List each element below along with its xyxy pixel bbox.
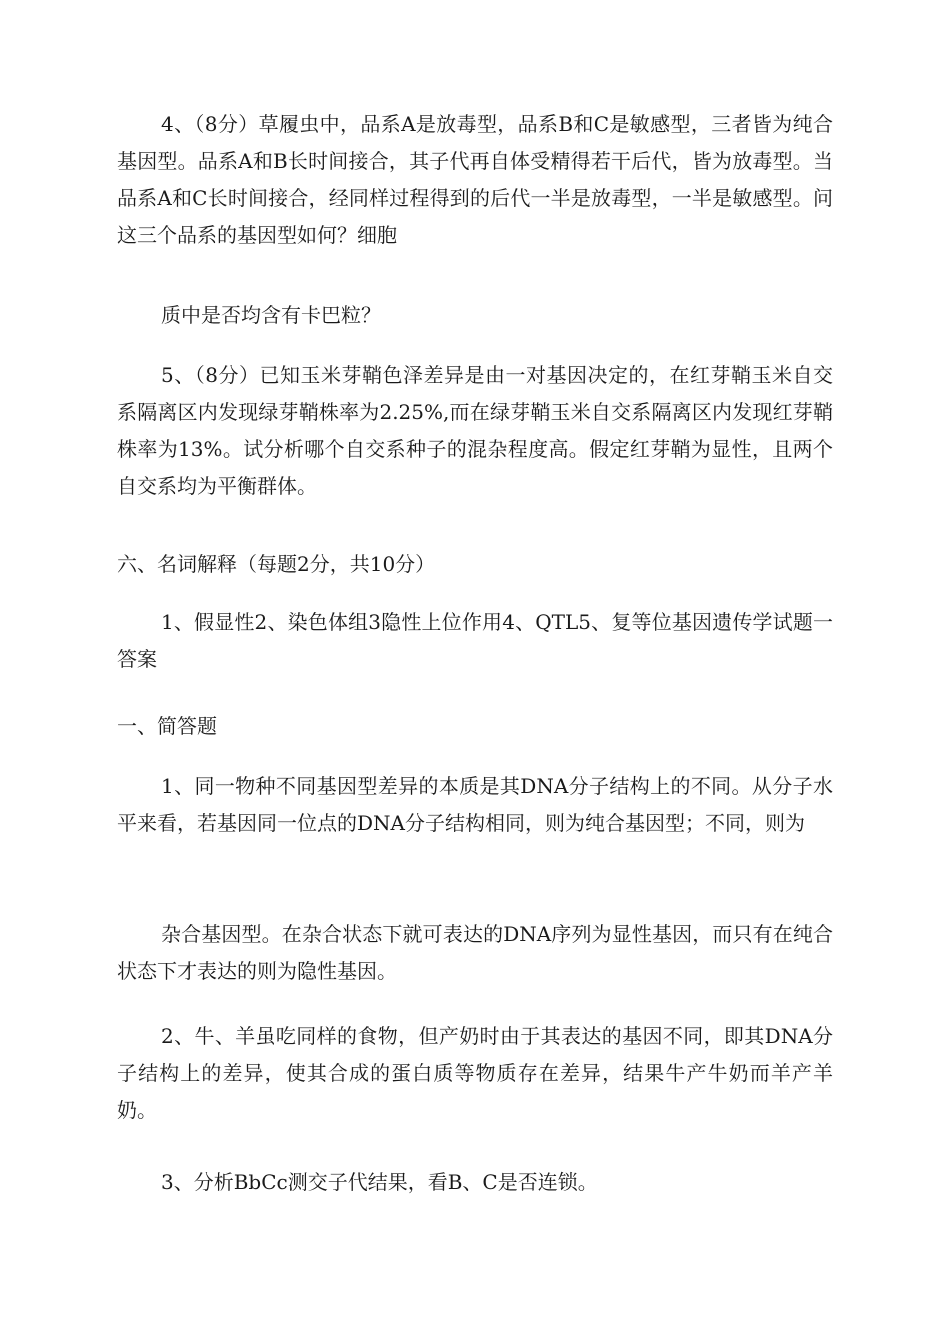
- answer-1-paragraph: 1、同一物种不同基因型差异的本质是其DNA分子结构上的不同。从分子水平来看，若基因同一位点的DNA分子结构相同，则为纯合基因型；不同，则为: [117, 774, 833, 835]
- section-6-heading: 六、名词解释（每题2分，共10分）: [117, 552, 436, 576]
- answer-1-continuation: 杂合基因型。在杂合状态下就可表达的DNA序列为显性基因，而只有在纯合状态下才表达的则为隐性基因。: [117, 922, 833, 983]
- question-5-paragraph: 5、（8分）已知玉米芽鞘色泽差异是由一对基因决定的，在红芽鞘玉米自交系隔离区内发现绿芽鞘株率为2.25%,而在绿芽鞘玉米自交系隔离区内发现红芽鞘株率为13%。试分析哪个自交系种子的混杂程度高。假定红芽鞘为显性，且两个自交系均为平衡群体。: [117, 363, 833, 498]
- question-4-continuation: 质中是否均含有卡巴粒？: [161, 303, 381, 327]
- answer-2-paragraph: 2、牛、羊虽吃同样的食物，但产奶时由于其表达的基因不同，即其DNA分子结构上的差异，使其合成的蛋白质等物质存在差异，结果牛产牛奶而羊产羊奶。: [117, 1024, 833, 1122]
- question-4-paragraph: 4、（8分）草履虫中，品系A是放毒型，品系B和C是敏感型，三者皆为纯合基因型。品系A和B长时间接合，其子代再自体受精得若干后代，皆为放毒型。当品系A和C长时间接合，经同样过程得到的后代一半是放毒型，一半是敏感型。问这三个品系的基因型如何？细胞: [117, 112, 833, 247]
- answer-3-paragraph: 3、分析BbCc测交子代结果，看B、C是否连锁。: [161, 1170, 598, 1194]
- answer-section-1-heading: 一、简答题: [117, 714, 217, 738]
- term-list-paragraph: 1、假显性2、染色体组3隐性上位作用4、QTL5、复等位基因遗传学试题一答案: [117, 610, 833, 671]
